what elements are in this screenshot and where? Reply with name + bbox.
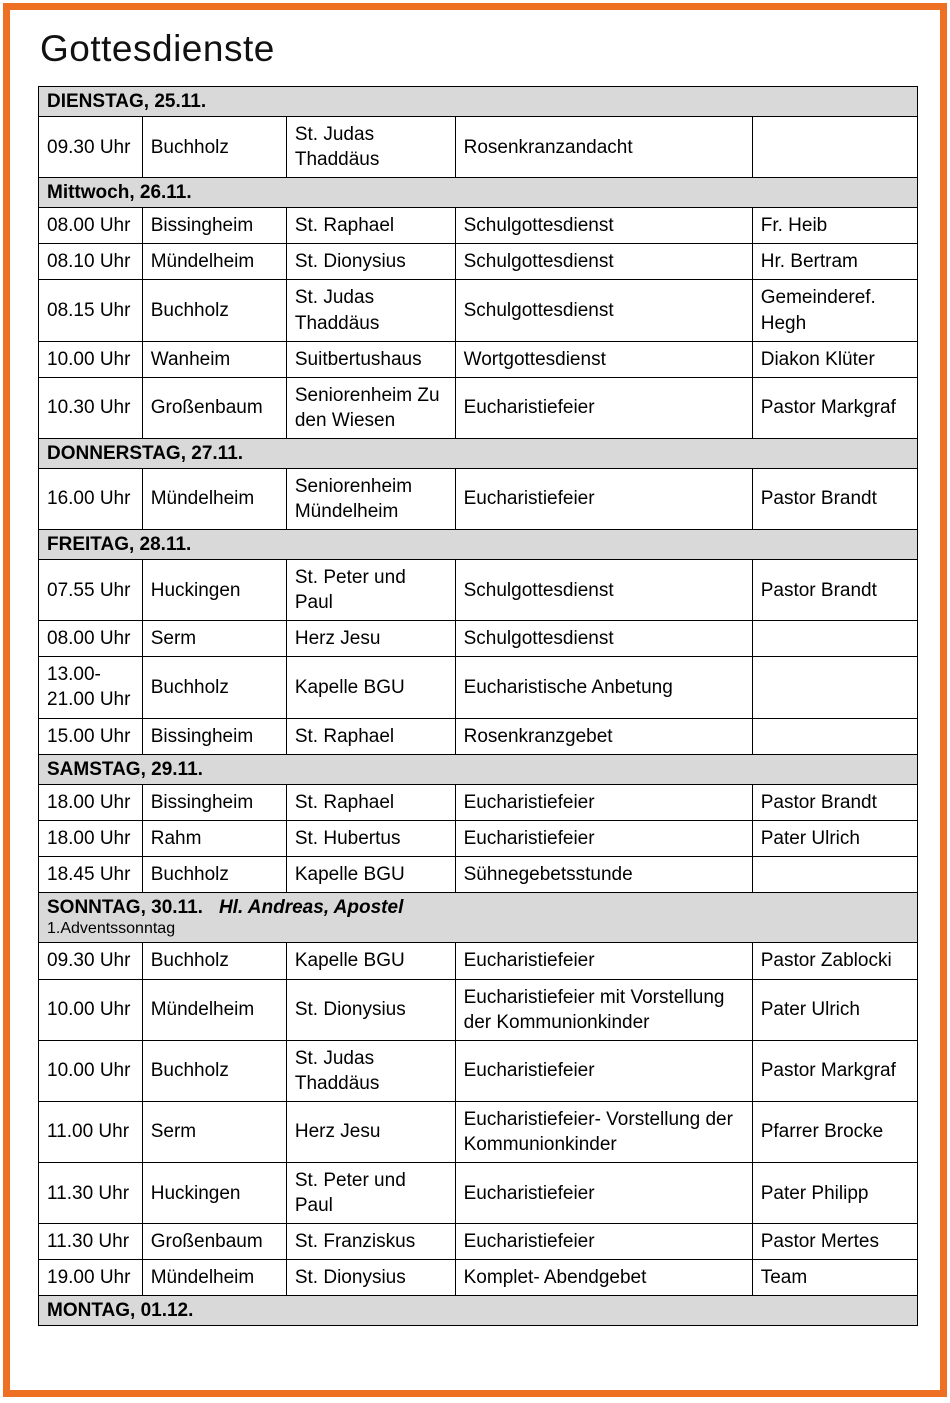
cell-person xyxy=(752,117,917,178)
service-row xyxy=(39,820,918,856)
cell-church: Kapelle BGU xyxy=(286,856,455,892)
day-label: SAMSTAG, 29.11. xyxy=(47,758,203,780)
cell-place: Huckingen xyxy=(142,1162,286,1223)
cell-place: Buchholz xyxy=(142,856,286,892)
service-row xyxy=(39,244,918,280)
day-header-row xyxy=(39,87,918,117)
day-header-row xyxy=(39,178,918,208)
cell-time: 10.00 Uhr xyxy=(39,979,143,1040)
cell-church: St. Judas Thaddäus xyxy=(286,117,455,178)
cell-service: Eucharistische Anbetung xyxy=(455,657,752,718)
cell-place: Serm xyxy=(142,1101,286,1162)
cell-place: Bissingheim xyxy=(142,718,286,754)
cell-place: Buchholz xyxy=(142,943,286,979)
cell-service: Schulgottesdienst xyxy=(455,280,752,341)
day-label: DIENSTAG, 25.11. xyxy=(47,91,207,112)
cell-person: Pastor Brandt xyxy=(752,784,917,820)
service-row xyxy=(39,621,918,657)
day-header-row xyxy=(39,530,918,560)
day-label: FREITAG, 28.11. xyxy=(47,534,192,556)
cell-time: 11.00 Uhr xyxy=(39,1101,143,1162)
cell-church: St. Raphael xyxy=(286,784,455,820)
day-subtitle: 1.Adventssonntag xyxy=(47,920,176,938)
cell-service: Schulgottesdienst xyxy=(455,244,752,280)
cell-place: Buchholz xyxy=(142,280,286,341)
cell-service: Eucharistiefeier- Vorstellung der Kommunionkinder xyxy=(455,1101,752,1162)
service-row xyxy=(39,718,918,754)
schedule-body xyxy=(39,87,918,1326)
cell-place: Wanheim xyxy=(142,341,286,377)
cell-person: Team xyxy=(752,1260,917,1296)
cell-person: Diakon Klüter xyxy=(752,341,917,377)
cell-place: Bissingheim xyxy=(142,208,286,244)
cell-time: 13.00- 21.00 Uhr xyxy=(39,657,143,718)
cell-person xyxy=(752,621,917,657)
cell-place: Mündelheim xyxy=(142,979,286,1040)
cell-service: Schulgottesdienst xyxy=(455,560,752,621)
cell-service: Rosenkranzgebet xyxy=(455,718,752,754)
cell-church: Herz Jesu xyxy=(286,1101,455,1162)
cell-person: Pastor Markgraf xyxy=(752,1040,917,1101)
service-row xyxy=(39,657,918,718)
cell-service: Eucharistiefeier xyxy=(455,1040,752,1101)
cell-time: 08.15 Uhr xyxy=(39,280,143,341)
day-label: MONTAG, 01.12. xyxy=(47,1300,194,1322)
cell-place: Mündelheim xyxy=(142,244,286,280)
cell-person: Pater Philipp xyxy=(752,1162,917,1223)
cell-church: Seniorenheim Mündelheim xyxy=(286,468,455,529)
cell-time: 11.30 Uhr xyxy=(39,1162,143,1223)
cell-service: Eucharistiefeier xyxy=(455,784,752,820)
cell-time: 19.00 Uhr xyxy=(39,1260,143,1296)
cell-time: 18.00 Uhr xyxy=(39,820,143,856)
cell-time: 09.30 Uhr xyxy=(39,943,143,979)
cell-church: Kapelle BGU xyxy=(286,943,455,979)
cell-church: St. Judas Thaddäus xyxy=(286,280,455,341)
cell-place: Großenbaum xyxy=(142,1224,286,1260)
cell-church: St. Dionysius xyxy=(286,244,455,280)
service-row xyxy=(39,208,918,244)
day-header-cell xyxy=(39,178,918,208)
cell-place: Mündelheim xyxy=(142,1260,286,1296)
cell-time: 15.00 Uhr xyxy=(39,718,143,754)
cell-person: Pater Ulrich xyxy=(752,979,917,1040)
cell-service: Eucharistiefeier xyxy=(455,468,752,529)
service-row xyxy=(39,1040,918,1101)
cell-church: St. Raphael xyxy=(286,718,455,754)
cell-service: Eucharistiefeier xyxy=(455,1224,752,1260)
service-row xyxy=(39,117,918,178)
cell-church: St. Peter und Paul xyxy=(286,1162,455,1223)
cell-person: Gemeinderef. Hegh xyxy=(752,280,917,341)
page-frame xyxy=(3,3,947,1397)
service-row xyxy=(39,1224,918,1260)
cell-person: Pastor Mertes xyxy=(752,1224,917,1260)
cell-place: Huckingen xyxy=(142,560,286,621)
cell-time: 10.30 Uhr xyxy=(39,377,143,438)
cell-service: Rosenkranzandacht xyxy=(455,117,752,178)
service-row xyxy=(39,468,918,529)
page-title: Gottesdienste xyxy=(40,28,275,69)
day-label: Mittwoch, 26.11. xyxy=(47,182,192,204)
cell-time: 18.45 Uhr xyxy=(39,856,143,892)
day-header-cell xyxy=(39,87,918,117)
day-header-cell xyxy=(39,892,918,942)
cell-church: St. Franziskus xyxy=(286,1224,455,1260)
cell-church: St. Judas Thaddäus xyxy=(286,1040,455,1101)
cell-place: Buchholz xyxy=(142,117,286,178)
cell-person: Pastor Zablocki xyxy=(752,943,917,979)
cell-time: 08.00 Uhr xyxy=(39,621,143,657)
service-row xyxy=(39,1260,918,1296)
day-header-cell xyxy=(39,438,918,468)
cell-place: Buchholz xyxy=(142,657,286,718)
cell-person: Pastor Markgraf xyxy=(752,377,917,438)
cell-person: Pater Ulrich xyxy=(752,820,917,856)
cell-service: Sühnegebetsstunde xyxy=(455,856,752,892)
service-row xyxy=(39,341,918,377)
cell-person xyxy=(752,657,917,718)
cell-time: 10.00 Uhr xyxy=(39,1040,143,1101)
cell-church: Herz Jesu xyxy=(286,621,455,657)
cell-church: St. Dionysius xyxy=(286,979,455,1040)
cell-church: St. Raphael xyxy=(286,208,455,244)
cell-person: Pastor Brandt xyxy=(752,468,917,529)
day-header-row xyxy=(39,1296,918,1326)
day-header-cell xyxy=(39,754,918,784)
day-header-cell xyxy=(39,1296,918,1326)
cell-place: Großenbaum xyxy=(142,377,286,438)
cell-service: Eucharistiefeier mit Vorstellung der Kommunionkinder xyxy=(455,979,752,1040)
service-row xyxy=(39,856,918,892)
cell-person: Fr. Heib xyxy=(752,208,917,244)
cell-place: Serm xyxy=(142,621,286,657)
cell-time: 08.10 Uhr xyxy=(39,244,143,280)
cell-person: Pfarrer Brocke xyxy=(752,1101,917,1162)
cell-person: Hr. Bertram xyxy=(752,244,917,280)
day-header-row xyxy=(39,892,918,942)
cell-person xyxy=(752,856,917,892)
cell-place: Rahm xyxy=(142,820,286,856)
cell-service: Eucharistiefeier xyxy=(455,820,752,856)
cell-place: Mündelheim xyxy=(142,468,286,529)
cell-service: Wortgottesdienst xyxy=(455,341,752,377)
cell-service: Schulgottesdienst xyxy=(455,621,752,657)
cell-church: St. Dionysius xyxy=(286,1260,455,1296)
day-label: SONNTAG, 30.11. xyxy=(47,896,203,918)
day-label: DONNERSTAG, 27.11. xyxy=(47,442,244,464)
schedule-table xyxy=(38,86,918,1326)
cell-time: 10.00 Uhr xyxy=(39,341,143,377)
cell-time: 11.30 Uhr xyxy=(39,1224,143,1260)
service-row xyxy=(39,1162,918,1223)
cell-time: 09.30 Uhr xyxy=(39,117,143,178)
cell-church: Kapelle BGU xyxy=(286,657,455,718)
cell-service: Schulgottesdienst xyxy=(455,208,752,244)
cell-church: Suitbertushaus xyxy=(286,341,455,377)
cell-person: Pastor Brandt xyxy=(752,560,917,621)
cell-service: Eucharistiefeier xyxy=(455,1162,752,1223)
day-note: Hl. Andreas, Apostel xyxy=(218,896,404,918)
service-row xyxy=(39,943,918,979)
service-row xyxy=(39,784,918,820)
cell-time: 16.00 Uhr xyxy=(39,468,143,529)
day-header-row xyxy=(39,438,918,468)
cell-church: St. Hubertus xyxy=(286,820,455,856)
day-header-row xyxy=(39,754,918,784)
cell-time: 07.55 Uhr xyxy=(39,560,143,621)
cell-service: Eucharistiefeier xyxy=(455,377,752,438)
cell-service: Eucharistiefeier xyxy=(455,943,752,979)
service-row xyxy=(39,280,918,341)
cell-church: Seniorenheim Zu den Wiesen xyxy=(286,377,455,438)
cell-time: 08.00 Uhr xyxy=(39,208,143,244)
service-row xyxy=(39,560,918,621)
cell-place: Bissingheim xyxy=(142,784,286,820)
cell-person xyxy=(752,718,917,754)
cell-service: Komplet- Abendgebet xyxy=(455,1260,752,1296)
day-header-cell xyxy=(39,530,918,560)
cell-time: 18.00 Uhr xyxy=(39,784,143,820)
service-row xyxy=(39,1101,918,1162)
service-row xyxy=(39,377,918,438)
cell-place: Buchholz xyxy=(142,1040,286,1101)
cell-church: St. Peter und Paul xyxy=(286,560,455,621)
service-row xyxy=(39,979,918,1040)
